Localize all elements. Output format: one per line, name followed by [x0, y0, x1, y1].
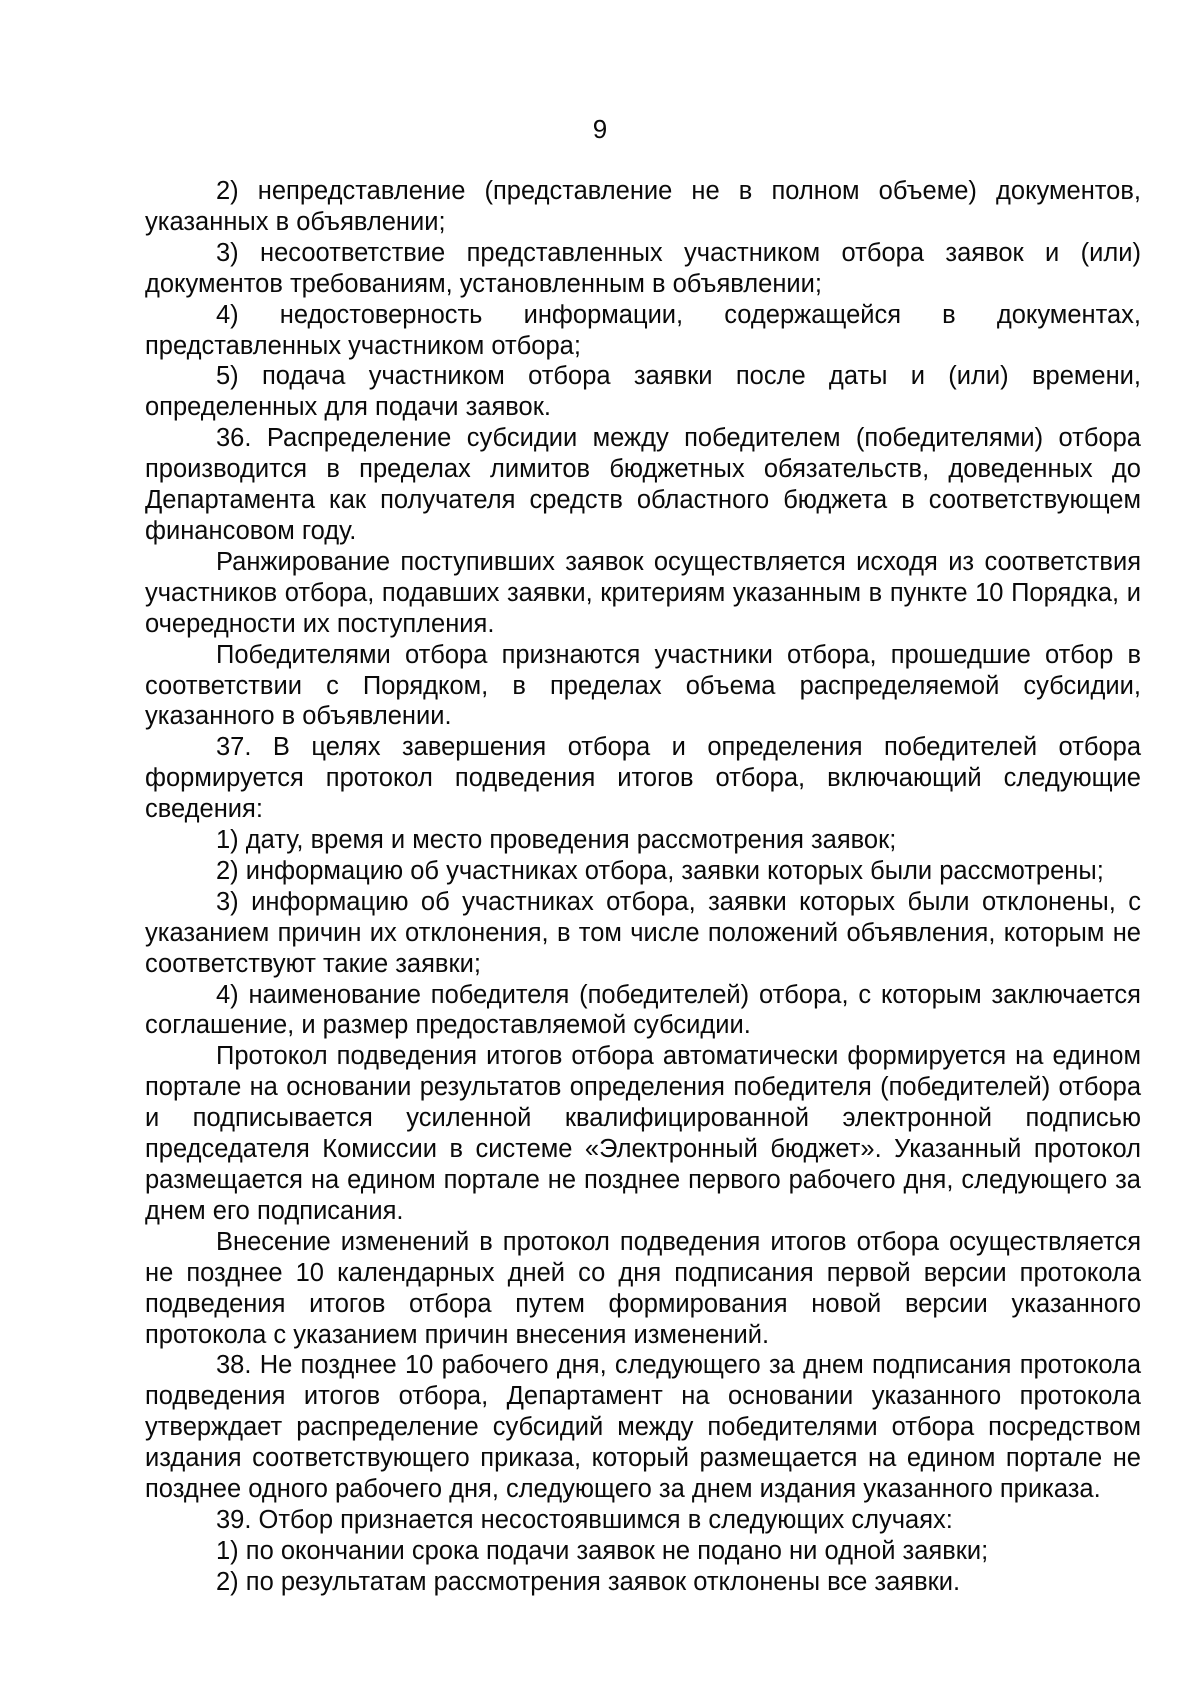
paragraph-protocol-item-3: 3) информацию об участниках отбора, заявки которых были отклонены, с указанием причин их отклонения, в том числе положений объявления, которым не соответствуют такие заявки;: [145, 887, 1141, 978]
paragraph-protocol-item-2: 2) информацию об участниках отбора, заявки которых были рассмотрены;: [216, 856, 1104, 885]
paragraph-failed-item-1: 1) по окончании срока подачи заявок не подано ни одной заявки;: [216, 1536, 989, 1565]
paragraph-protocol-changes: Внесение изменений в протокол подведения итогов отбора осуществляется не позднее 10 календарных дней со дня подписания первой версии протокола подведения итогов отбора путем формирования новой версии указанного протокола с указанием причин внесения изменений.: [145, 1227, 1141, 1349]
paragraph-ranking: Ранжирование поступивших заявок осуществляется исходя из соответствия участников отбора, подавших заявки, критериям указанным в пункте 10 Порядка, и очередности их поступления.: [145, 547, 1141, 638]
paragraph-section-39: 39. Отбор признается несостоявшимся в следующих случаях:: [216, 1505, 953, 1534]
paragraph-winners: Победителями отбора признаются участники отбора, прошедшие отбор в соответствии с Порядком, в пределах объема распределяемой субсидии, указанного в объявлении.: [145, 640, 1141, 731]
paragraph-section-36: 36. Распределение субсидии между победителем (победителями) отбора производится в пределах лимитов бюджетных обязательств, доведенных до Департамента как получателя средств областного бюджета в соответствующем финансовом году.: [145, 424, 1141, 545]
paragraph-failed-item-2: 2) по результатам рассмотрения заявок отклонены все заявки.: [216, 1567, 961, 1596]
page-number: 9: [592, 114, 608, 144]
paragraph-item-3: 3) несоответствие представленных участником отбора заявок и (или) документов требованиям, установленным в объявлении;: [145, 238, 1141, 298]
paragraph-item-4: 4) недостоверность информации, содержащейся в документах, представленных участником отбора;: [145, 300, 1141, 360]
paragraph-protocol-item-1: 1) дату, время и место проведения рассмотрения заявок;: [216, 826, 897, 855]
paragraph-section-37: 37. В целях завершения отбора и определения победителей отбора формируется протокол подведения итогов отбора, включающий следующие сведения:: [145, 733, 1141, 824]
paragraph-item-5: 5) подача участником отбора заявки после даты и (или) времени, определенных для подачи заявок.: [145, 362, 1141, 422]
paragraph-protocol-item-4: 4) наименование победителя (победителей) отбора, с которым заключается соглашение, и размер предоставляемой субсидии.: [145, 980, 1141, 1040]
paragraph-protocol-formation: Протокол подведения итогов отбора автоматически формируется на едином портале на основании результатов определения победителя (победителей) отбора и подписывается усиленной квалифицированной электронной подписью председателя Комиссии в системе «Электронный бюджет». Указанный протокол размещается на едином портале не позднее первого рабочего дня, следующего за днем его подписания.: [145, 1042, 1141, 1225]
paragraph-item-2: 2) непредставление (представление не в полном объеме) документов, указанных в объявлении;: [145, 177, 1141, 236]
paragraph-section-38: 38. Не позднее 10 рабочего дня, следующего за днем подписания протокола подведения итогов отбора, Департамент на основании указанного протокола утверждает распределение субсидий между победителями отбора посредством издания соответствующего приказа, который размещается на едином портале не позднее одного рабочего дня, следующего за днем издания указанного приказа.: [145, 1351, 1141, 1504]
document-body: [145, 176, 1141, 1598]
